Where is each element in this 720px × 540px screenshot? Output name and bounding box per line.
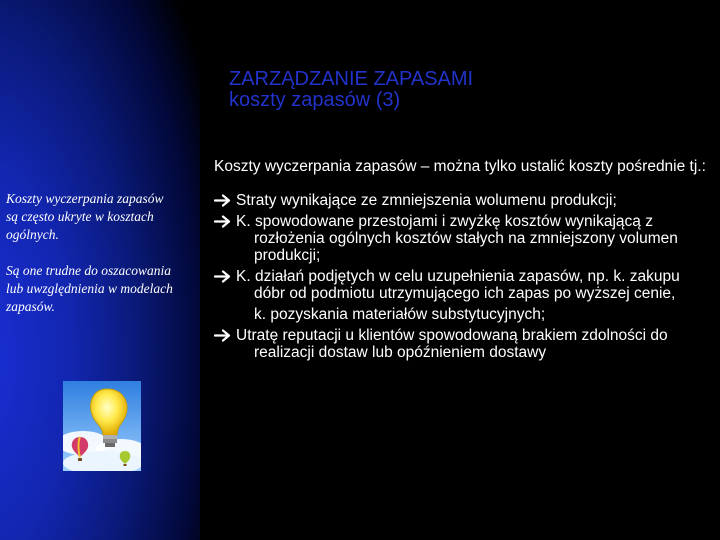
right-arrow-icon <box>214 192 234 209</box>
bullet-item-3 <box>214 268 706 302</box>
bullet-text-2: K. spowodowane przestojami i zwyżkę kosztów wynikającą z rozłożenia ogólnych kosztów stałych na zmniejszony volumen produkcji; <box>236 213 678 264</box>
side-note-1: Koszty wyczerpania zapasów są często ukryte w kosztach ogólnych. <box>6 191 164 242</box>
right-arrow-icon <box>214 268 234 285</box>
bullet-item-1 <box>214 192 706 209</box>
side-notes <box>6 190 174 334</box>
lead-text: Koszty wyczerpania zapasów – można tylko ustalić koszty pośrednie tj.: <box>214 158 706 175</box>
title-line-2: koszty zapasów (3) <box>229 89 401 111</box>
right-arrow-icon <box>214 327 234 344</box>
title-line-1: ZARZĄDZANIE ZAPASAMI <box>229 68 474 90</box>
right-arrow-icon <box>214 213 234 230</box>
main-content <box>214 158 706 365</box>
bullet-text-1: Straty wynikające ze zmniejszenia wolumenu produkcji; <box>236 192 617 209</box>
side-note-2: Są one trudne do oszacowania lub uwzględnienia w modelach zapasów. <box>6 263 173 314</box>
lightbulb-balloons-clipart <box>63 381 141 471</box>
lightbulb-clipart-svg <box>63 381 141 471</box>
bullet-item-4 <box>214 327 706 361</box>
slide-title <box>229 69 473 111</box>
bullet-text-4: Utratę reputacji u klientów spowodowaną brakiem zdolności do realizacji dostaw lub opóźnieniem dostawy <box>236 327 668 361</box>
sub-line: k. pozyskania materiałów substytucyjnych; <box>254 306 546 323</box>
bullet-item-2 <box>214 213 706 264</box>
bullet-text-3: K. działań podjętych w celu uzupełnienia zapasów, np. k. zakupu dóbr od podmiotu utrzymującego ich zapas po wyższej cenie, <box>236 268 680 302</box>
